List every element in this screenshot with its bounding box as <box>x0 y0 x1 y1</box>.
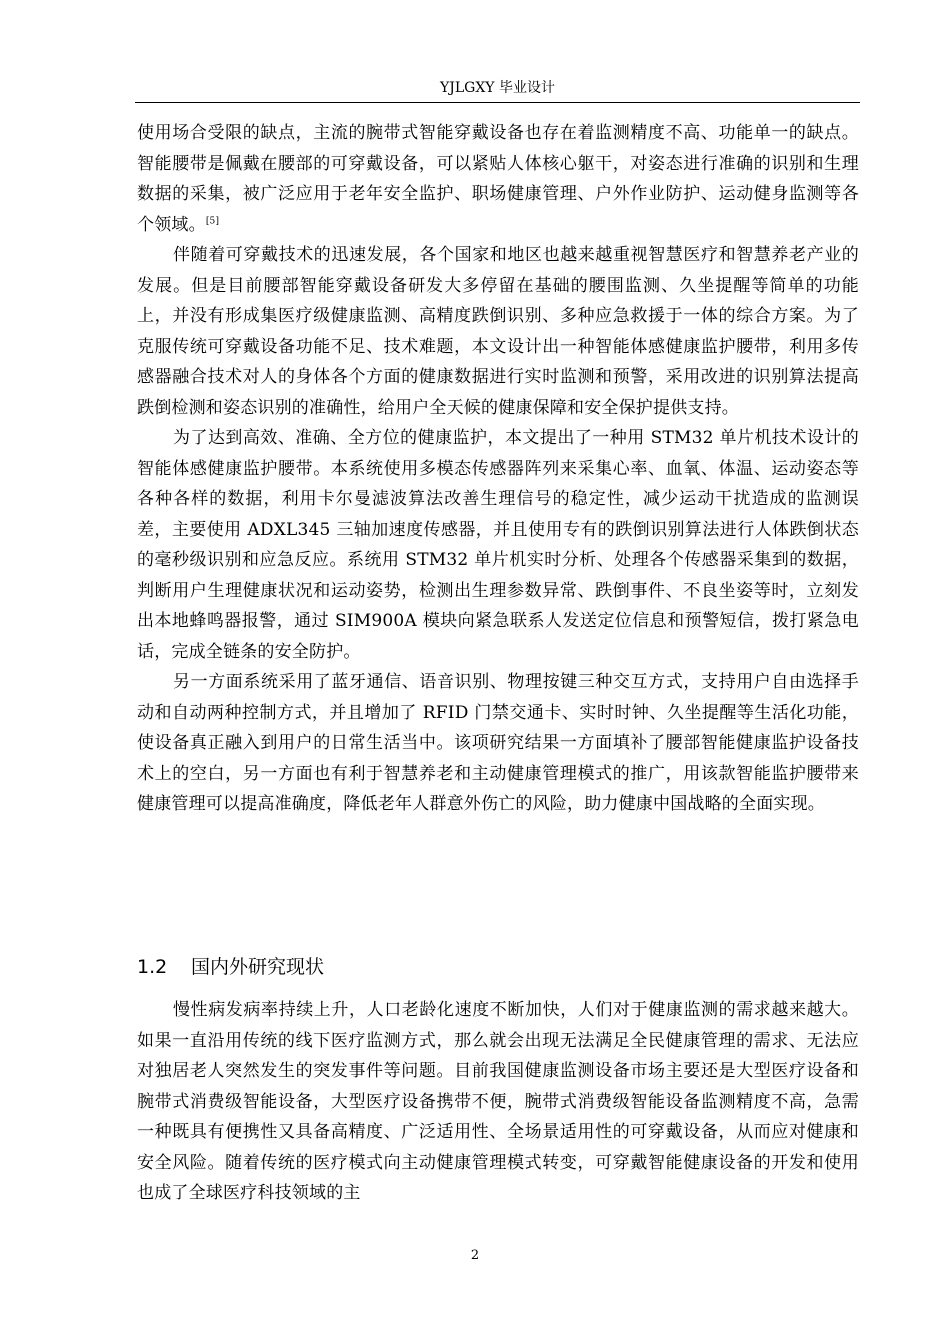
paragraph: 慢性病发病率持续上升，人口老龄化速度不断加快，人们对于健康监测的需求越来越大。如果一直沿用传统的线下医疗监测方式，那么就会出现无法满足全民健康管理的需求、无法应对独居老人突然发生的突发事件等问题。目前我国健康监测设备市场主要还是大型医疗设备和腕带式消费级智能设备，大型医疗设备携带不便，腕带式消费级智能设备监测精度不高，急需一种既具有便携性又具备高精度、广泛适用性、全场景适用性的可穿戴设备，从而应对健康和安全风险。随着传统的医疗模式向主动健康管理模式转变，可穿戴智能健康设备的开发和使用也成了全球医疗科技领域的主 <box>137 1000 859 1203</box>
paragraph-text: 使用场合受限的缺点，主流的腕带式智能穿戴设备也存在着监测精度不高、功能单一的缺点。智能腰带是佩戴在腰部的可穿戴设备，可以紧贴人体核心躯干，对姿态进行准确的识别和生理数据的采集，被广泛应用于老年安全监护、职场健康管理、户外作业防护、运动健身监测等各个领域。 <box>137 123 859 235</box>
paragraph: 伴随着可穿戴技术的迅速发展，各个国家和地区也越来越重视智慧医疗和智慧养老产业的发展。但是目前腰部智能穿戴设备研发大多停留在基础的腰围监测、久坐提醒等简单的功能上，并没有形成集医疗级健康监测、高精度跌倒识别、多种应急救援于一体的综合方案。为了克服传统可穿戴设备功能不足、技术难题，本文设计出一种智能体感健康监护腰带，利用多传感器融合技术对人的身体各个方面的健康数据进行实时监测和预警，采用改进的识别算法提高跌倒检测和姿态识别的准确性，给用户全天候的健康保障和安全保护提供支持。 <box>137 245 859 418</box>
section-title: 国内外研究现状 <box>191 956 325 978</box>
section-body-text <box>137 995 859 1209</box>
paragraph: 为了达到高效、准确、全方位的健康监护，本文提出了一种用 STM32 单片机技术设计的智能体感健康监护腰带。本系统使用多模态传感器阵列来采集心率、血氧、体温、运动姿态等各种各样的数据，利用卡尔曼滤波算法改善生理信号的稳定性，减少运动干扰造成的监测误差，主要使用 ADXL345 三轴加速度传感器，并且使用专有的跌倒识别算法进行人体跌倒状态的毫秒级识别和应急反应。系统用 STM32 单片机实时分析、处理各个传感器采集到的数据，判断用户生理健康状况和运动姿势，检测出生理参数异常、跌倒事件、不良坐姿等时，立刻发出本地蜂鸣器报警，通过 SIM900A 模块向紧急联系人发送定位信息和预警短信，拨打紧急电话，完成全链条的安全防护。 <box>137 428 859 662</box>
page-number: 2 <box>470 1248 480 1263</box>
section-number: 1.2 <box>137 956 168 978</box>
citation-marker: [5] <box>205 215 220 226</box>
section-heading <box>137 953 324 981</box>
header-title: YJLGXY 毕业设计 <box>440 80 555 96</box>
body-text <box>137 118 859 820</box>
paragraph-continued <box>137 118 859 240</box>
paragraph: 另一方面系统采用了蓝牙通信、语音识别、物理按键三种交互方式，支持用户自由选择手动和自动两种控制方式，并且增加了 RFID 门禁交通卡、实时时钟、久坐提醒等生活化功能，使设备真正融入到用户的日常生活当中。该项研究结果一方面填补了腰部智能健康监护设备技术上的空白，另一方面也有利于智慧养老和主动健康管理模式的推广，用该款智能监护腰带来健康管理可以提高准确度，降低老年人群意外伤亡的风险，助力健康中国战略的全面实现。 <box>137 672 859 814</box>
page-header <box>135 78 860 103</box>
